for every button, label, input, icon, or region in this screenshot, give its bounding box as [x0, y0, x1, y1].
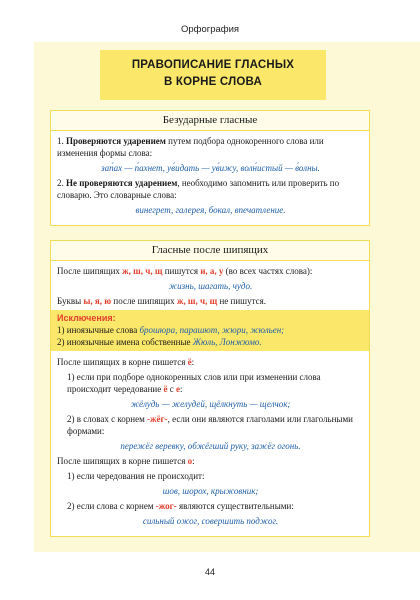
sibilant-vowels-section: [50, 240, 370, 537]
rule-yo-root-zhyog: 2) в словах с корнем -жёг-, если они являются глаголами или глагольными формами:: [67, 414, 353, 436]
examples-dictionary-words: винегрет, галерея, бокал, впечатление.: [135, 205, 286, 215]
page-title: [100, 50, 326, 100]
rule-o-root-zhog: 2) если слова с корнем -жог- являются существительными:: [67, 501, 294, 511]
rule-o-intro: После шипящих в корне пишется о:: [57, 456, 195, 466]
examples-yo-root: пережёг веревку, обжёгший руку, зажёг огонь.: [120, 441, 301, 451]
rule-o-no-alternation: 1) если чередования не происходит:: [67, 471, 205, 481]
rule-i-a-u: После шипящих ж, ш, ч, щ пишутся и, а, у (во всех частях слова):: [57, 266, 313, 276]
exceptions-box: [51, 310, 369, 351]
exception-foreign-names: 2) иноязычные имена собственные Жюль, Лонжюмо.: [57, 337, 262, 347]
page-header: Орфография: [180, 24, 240, 35]
rule-checked-by-stress: 1. Проверяются ударением путем подбора однокоренного слова или изменения формы слова:: [57, 136, 324, 158]
rule-y-ya-yu: Буквы ы, я, ю после шипящих ж, ш, ч, щ не пишутся.: [57, 296, 267, 306]
examples-yo-alternation: жёлудь — желудей, щёлкнуть — щелчок;: [130, 399, 291, 409]
page-title-line-1: ПРАВОПИСАНИЕ ГЛАСНЫХ: [131, 59, 295, 71]
exceptions-title: Исключения:: [57, 313, 116, 323]
rule-yo-alternation: 1) если при подборе однокоренных слов или при изменении слова происходит чередование ё с е:: [67, 372, 321, 394]
page-title-line-2: В КОРНЕ СЛОВА: [164, 76, 262, 88]
examples-o-root: сильный ожог, совершить поджог.: [142, 516, 279, 526]
exception-foreign-words: 1) иноязычные слова брошюра, парашют, жюри, жюльен;: [57, 325, 285, 335]
examples-i-a-u: жизнь, шагать, чудо.: [168, 281, 253, 291]
unstressed-vowels-heading: Безударные гласные: [51, 111, 369, 131]
examples-o-no-alternation: шов, шорох, крыжовник;: [162, 486, 259, 496]
sibilant-vowels-heading: Гласные после шипящих: [51, 241, 369, 261]
rule-yo-intro: После шипящих в корне пишется ё:: [57, 357, 195, 367]
page-number: 44: [204, 567, 215, 577]
examples-checked: зап́ах — п́ахнет, ув́идать — ув́ижу, волн́истый — в́олны.: [101, 163, 320, 173]
rule-not-checked-by-stress: 2. Не проверяются ударением, необходимо запомнить или проверить по словарю. Это словарные слова:: [57, 178, 340, 200]
unstressed-vowels-section: [50, 110, 370, 226]
